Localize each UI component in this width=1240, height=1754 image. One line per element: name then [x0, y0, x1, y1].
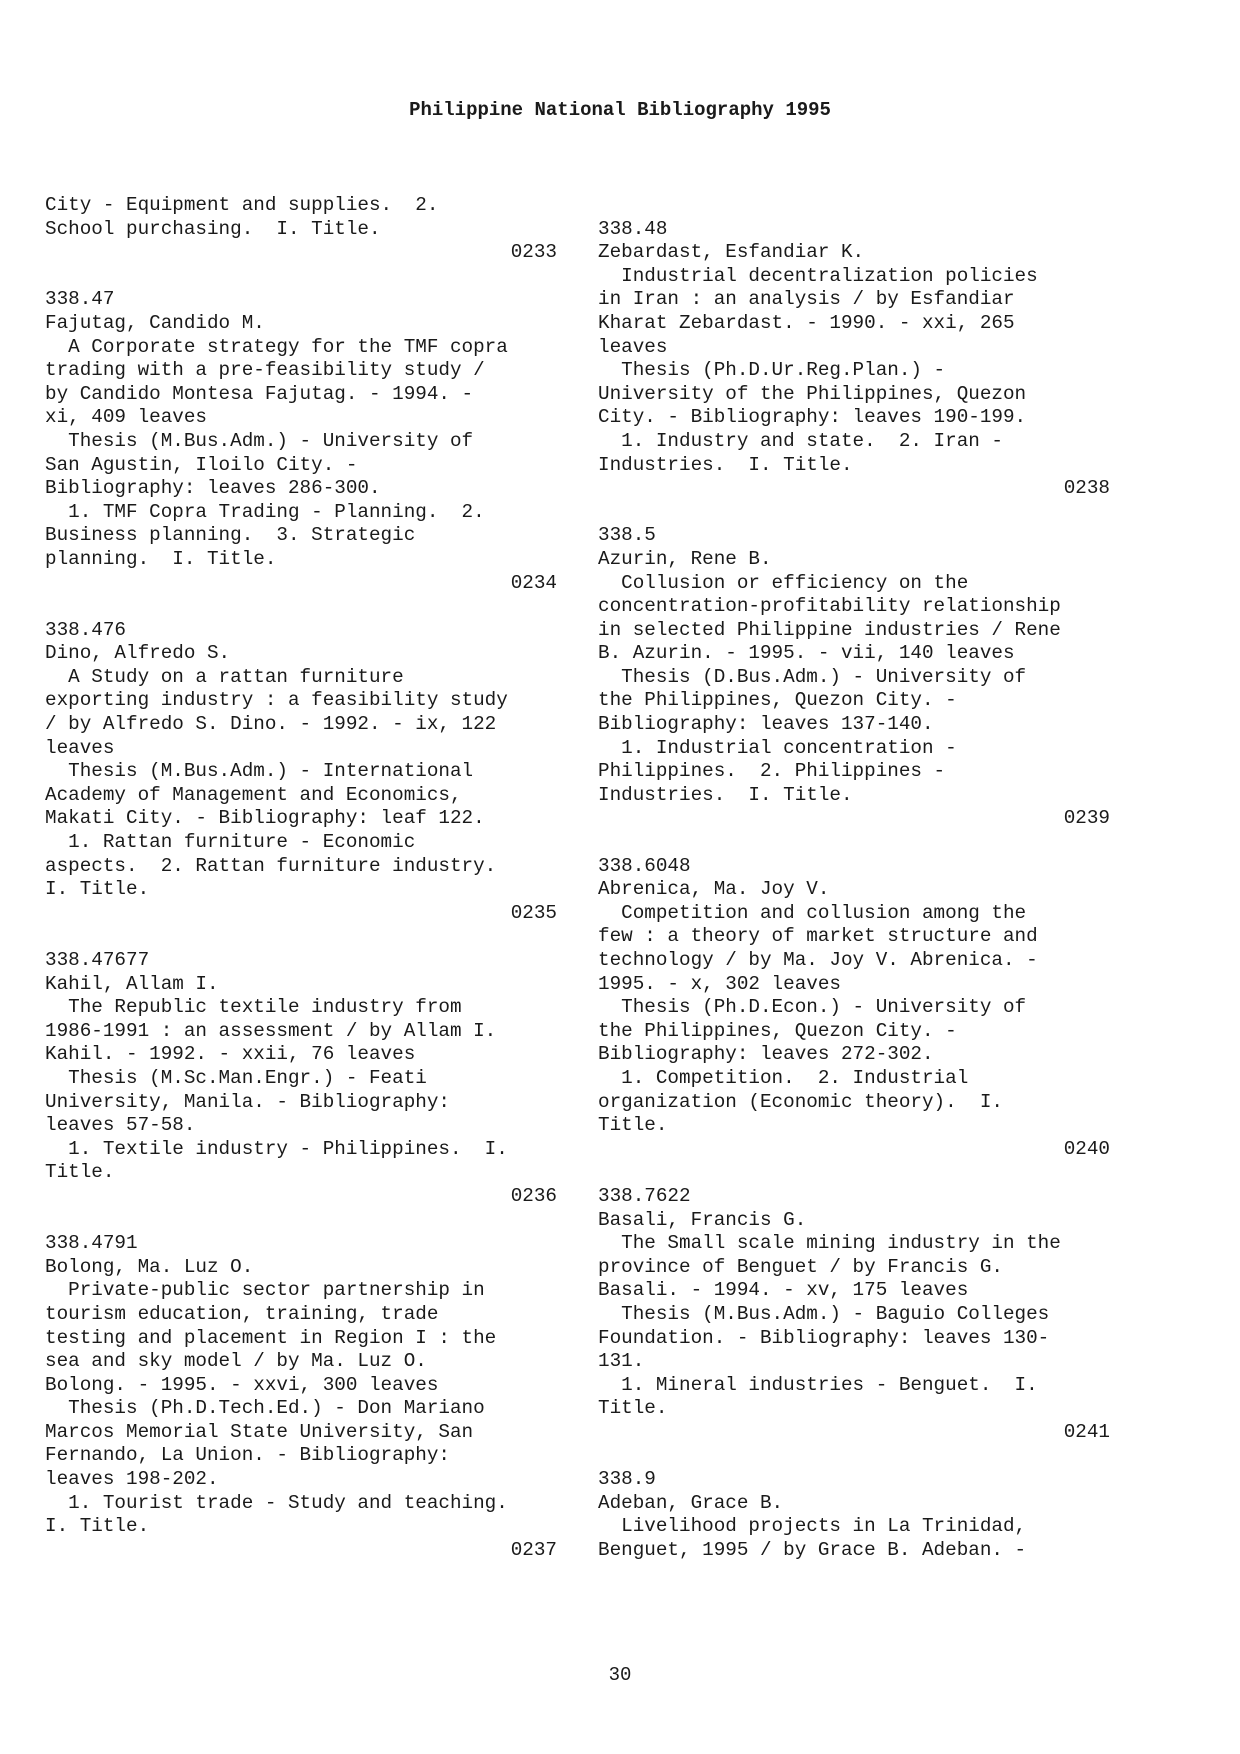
bibliography-entry	[598, 1468, 1110, 1562]
entry-line: 338.47	[45, 288, 115, 311]
entry-line: testing and placement in Region I : the	[45, 1326, 497, 1349]
entry-line: Thesis (D.Bus.Adm.) - University of	[598, 665, 1027, 688]
entry-line: Philippines. 2. Philippines -	[598, 760, 946, 783]
entry-line: Basali, Francis G.	[598, 1208, 807, 1231]
entry-line: Basali. - 1994. - xv, 175 leaves	[598, 1279, 969, 1302]
entry-line: sea and sky model / by Ma. Luz O.	[45, 1350, 427, 1373]
entry-line: A Corporate strategy for the TMF copra	[45, 335, 508, 358]
entry-line: Fajutag, Candido M.	[45, 311, 265, 334]
entry-line: Industrial decentralization policies	[598, 264, 1038, 287]
entry-line: 1. Mineral industries - Benguet. I.	[598, 1373, 1038, 1396]
entry-spacer	[45, 925, 557, 949]
entry-line: Adeban, Grace B.	[598, 1491, 784, 1514]
entry-line: Kharat Zebardast. - 1990. - xxi, 265	[598, 311, 1015, 334]
entry-line: Kahil, Allam I.	[45, 972, 219, 995]
entry-line: Azurin, Rene B.	[598, 547, 772, 570]
entry-line: Bibliography: leaves 286-300.	[45, 477, 381, 500]
entry-number: 0240	[1063, 1137, 1110, 1160]
entry-line: concentration-profitability relationship	[598, 595, 1061, 618]
entry-line: Abrenica, Ma. Joy V.	[598, 878, 830, 901]
entry-line: 338.47677	[45, 949, 150, 971]
entry-line: The Republic textile industry from	[45, 996, 462, 1019]
bibliography-entry	[45, 949, 557, 1209]
entry-line: 1. Textile industry - Philippines. I.	[45, 1137, 508, 1160]
entry-line: University of the Philippines, Quezon	[598, 382, 1027, 405]
entry-line: planning. I. Title.	[45, 547, 277, 570]
entry-number: 0233	[510, 241, 557, 264]
entry-line: 338.48	[598, 217, 668, 240]
entry-line: / by Alfredo S. Dino. - 1992. - ix, 122	[45, 713, 497, 736]
entry-spacer	[598, 1161, 1110, 1185]
entry-line: province of Benguet / by Francis G.	[598, 1255, 1003, 1278]
entry-line: 338.5	[598, 524, 656, 547]
entry-line: technology / by Ma. Joy V. Abrenica. -	[598, 949, 1038, 971]
entry-spacer	[45, 265, 557, 289]
entry-line: Thesis (M.Bus.Adm.) - Baguio Colleges	[598, 1302, 1050, 1325]
entry-line: in selected Philippine industries / Rene	[598, 618, 1061, 641]
entry-line: 1986-1991 : an assessment / by Allam I.	[45, 1019, 497, 1042]
entry-number: 0237	[510, 1538, 557, 1561]
entry-line: the Philippines, Quezon City. -	[598, 689, 957, 712]
entry-line: 1. Industry and state. 2. Iran -	[598, 429, 1003, 452]
entry-line: Dino, Alfredo S.	[45, 642, 231, 665]
entry-line: Thesis (Ph.D.Tech.Ed.) - Don Mariano	[45, 1397, 485, 1420]
entry-line: University, Manila. - Bibliography:	[45, 1090, 450, 1113]
entry-line: Bolong. - 1995. - xxvi, 300 leaves	[45, 1373, 439, 1396]
entry-line: 1. Competition. 2. Industrial	[598, 1066, 969, 1089]
entry-line: exporting industry : a feasibility study	[45, 689, 508, 712]
entry-line: few : a theory of market structure and	[598, 925, 1038, 948]
entry-line: the Philippines, Quezon City. -	[598, 1019, 957, 1042]
entry-line: 338.476	[45, 618, 126, 641]
entry-number: 0238	[1063, 477, 1110, 500]
left-column	[45, 194, 557, 1562]
entry-line: Livelihood projects in La Trinidad,	[598, 1515, 1027, 1538]
entry-line: 1. Industrial concentration -	[598, 736, 957, 759]
entry-line: leaves	[45, 736, 115, 759]
entry-line: by Candido Montesa Fajutag. - 1994. -	[45, 382, 474, 405]
entry-line: City - Equipment and supplies. 2.	[45, 194, 439, 216]
entry-number: 0241	[1063, 1420, 1110, 1443]
entry-line: Title.	[45, 1161, 115, 1184]
entry-line: 338.6048	[598, 854, 691, 877]
entry-line: I. Title.	[45, 878, 150, 901]
entry-line: Benguet, 1995 / by Grace B. Adeban. -	[598, 1538, 1027, 1561]
entry-spacer	[45, 1209, 557, 1233]
entry-line: 338.7622	[598, 1184, 691, 1207]
bibliography-entry	[45, 194, 557, 265]
entry-line: City. - Bibliography: leaves 190-199.	[598, 406, 1027, 429]
entry-line: trading with a pre-feasibility study /	[45, 359, 485, 382]
entry-line: San Agustin, Iloilo City. -	[45, 453, 358, 476]
entry-line: Marcos Memorial State University, San	[45, 1420, 474, 1443]
entry-line: 338.9	[598, 1468, 656, 1491]
entry-line: Kahil. - 1992. - xxii, 76 leaves	[45, 1043, 416, 1066]
entry-number: 0236	[510, 1184, 557, 1207]
entry-spacer	[598, 831, 1110, 855]
entry-line: in Iran : an analysis / by Esfandiar	[598, 288, 1015, 311]
entry-line: Thesis (Ph.D.Econ.) - University of	[598, 996, 1027, 1019]
entry-spacer	[598, 1444, 1110, 1468]
entry-line: leaves	[598, 335, 668, 358]
entry-number: 0239	[1063, 807, 1110, 830]
entry-line: Thesis (M.Sc.Man.Engr.) - Feati	[45, 1066, 427, 1089]
entry-line: Makati City. - Bibliography: leaf 122.	[45, 807, 485, 830]
entry-spacer	[45, 595, 557, 619]
entry-line: Collusion or efficiency on the	[598, 571, 969, 594]
bibliography-entry	[45, 1232, 557, 1562]
entry-line: A Study on a rattan furniture	[45, 665, 404, 688]
entry-line	[598, 194, 1110, 218]
bibliography-entry	[598, 1185, 1110, 1445]
page-header-title: Philippine National Bibliography 1995	[409, 99, 831, 121]
bibliography-entry	[598, 855, 1110, 1162]
entry-line: Industries. I. Title.	[598, 453, 853, 476]
bibliography-entry	[598, 524, 1110, 831]
entry-line: Thesis (M.Bus.Adm.) - University of	[45, 429, 474, 452]
entry-line: The Small scale mining industry in the	[598, 1232, 1061, 1255]
entry-line: tourism education, training, trade	[45, 1302, 439, 1325]
bibliography-entry	[598, 194, 1110, 501]
entry-line: Bibliography: leaves 137-140.	[598, 713, 934, 736]
entry-line: 1. TMF Copra Trading - Planning. 2.	[45, 500, 485, 523]
entry-line: 338.4791	[45, 1232, 138, 1255]
entry-line: School purchasing. I. Title.	[45, 217, 381, 240]
entry-line: Competition and collusion among the	[598, 901, 1027, 924]
entry-line: Private-public sector partnership in	[45, 1279, 485, 1302]
entry-line: Fernando, La Union. - Bibliography:	[45, 1444, 450, 1467]
entry-line: Bibliography: leaves 272-302.	[598, 1043, 934, 1066]
entry-line: Thesis (M.Bus.Adm.) - International	[45, 760, 474, 783]
entry-line: I. Title.	[45, 1515, 150, 1538]
entry-line: Thesis (Ph.D.Ur.Reg.Plan.) -	[598, 359, 946, 382]
right-column	[598, 194, 1110, 1562]
bibliography-entry	[45, 288, 557, 595]
entry-line: Academy of Management and Economics,	[45, 783, 462, 806]
entry-line: Industries. I. Title.	[598, 783, 853, 806]
entry-spacer	[598, 501, 1110, 525]
entry-line: xi, 409 leaves	[45, 406, 207, 429]
entry-line: Title.	[598, 1114, 668, 1137]
entry-line: leaves 198-202.	[45, 1468, 219, 1491]
bibliography-entry	[45, 619, 557, 926]
entry-number: 0234	[510, 571, 557, 594]
entry-line: 1995. - x, 302 leaves	[598, 972, 841, 995]
entry-line: Zebardast, Esfandiar K.	[598, 241, 865, 264]
entry-line: Title.	[598, 1397, 668, 1420]
entry-line: 1. Tourist trade - Study and teaching.	[45, 1491, 508, 1514]
entry-line: B. Azurin. - 1995. - vii, 140 leaves	[598, 642, 1015, 665]
entry-line: Foundation. - Bibliography: leaves 130-	[598, 1326, 1050, 1349]
entry-line: organization (Economic theory). I.	[598, 1090, 1003, 1113]
entry-line: Bolong, Ma. Luz O.	[45, 1255, 254, 1278]
page-number: 30	[608, 1664, 632, 1686]
entry-line: leaves 57-58.	[45, 1114, 196, 1137]
entry-line: Business planning. 3. Strategic	[45, 524, 416, 547]
entry-line: aspects. 2. Rattan furniture industry.	[45, 854, 497, 877]
entry-line: 1. Rattan furniture - Economic	[45, 831, 416, 854]
entry-line: 131.	[598, 1350, 645, 1373]
entry-number: 0235	[510, 901, 557, 924]
